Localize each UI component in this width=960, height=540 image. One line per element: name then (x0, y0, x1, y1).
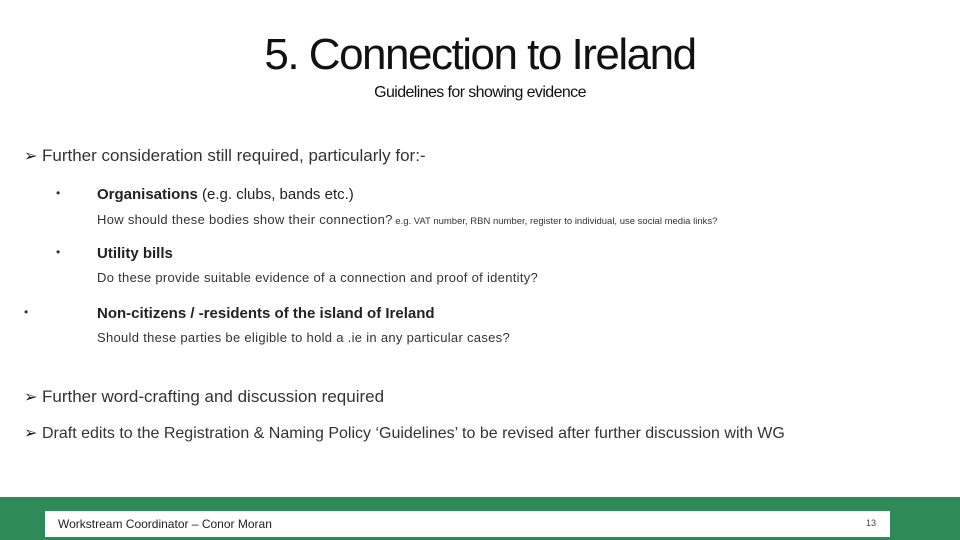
arrow-bullet-icon: ➢ (24, 425, 38, 442)
footer-coordinator: Workstream Coordinator – Conor Moran (58, 517, 272, 531)
item-utility-bills-detail: Do these provide suitable evidence of a connection and proof of identity? (97, 270, 539, 285)
item-organisations-heading (97, 186, 354, 203)
item-heading-bold: Organisations (97, 186, 198, 203)
item-organisations-detail (97, 212, 717, 227)
page-number: 13 (865, 518, 876, 528)
item-detail: How should these bodies show their connection? (97, 212, 393, 227)
dot-bullet-icon: • (56, 186, 61, 200)
item-heading-rest: (e.g. clubs, bands etc.) (197, 186, 354, 203)
point-text: Draft edits to the Registration & Naming Policy ‘Guidelines’ to be revised after further discussion with WG (42, 425, 785, 442)
dot-bullet-icon: • (56, 245, 61, 259)
point-further-consideration (24, 146, 426, 166)
arrow-bullet-icon: ➢ (24, 148, 38, 165)
footer-band (0, 497, 960, 540)
item-detail-small: e.g. VAT number, RBN number, register to individual, use social media links? (392, 216, 718, 227)
slide-title: 5. Connection to Ireland (264, 30, 696, 79)
item-utility-bills-heading: Utility bills (97, 245, 173, 262)
footer-box (45, 511, 890, 537)
point-text: Further word-crafting and discussion required (42, 387, 385, 406)
point-draft-edits (24, 423, 785, 443)
arrow-bullet-icon: ➢ (24, 389, 38, 406)
dot-bullet-icon: • (24, 305, 29, 319)
item-non-citizens-heading: Non-citizens / -residents of the island of Ireland (97, 305, 435, 322)
point-word-crafting (24, 387, 384, 407)
slide-subtitle: Guidelines for showing evidence (374, 84, 586, 101)
point-text: Further consideration still required, particularly for:- (42, 146, 426, 165)
item-non-citizens-detail: Should these parties be eligible to hold a .ie in any particular cases? (97, 330, 510, 345)
